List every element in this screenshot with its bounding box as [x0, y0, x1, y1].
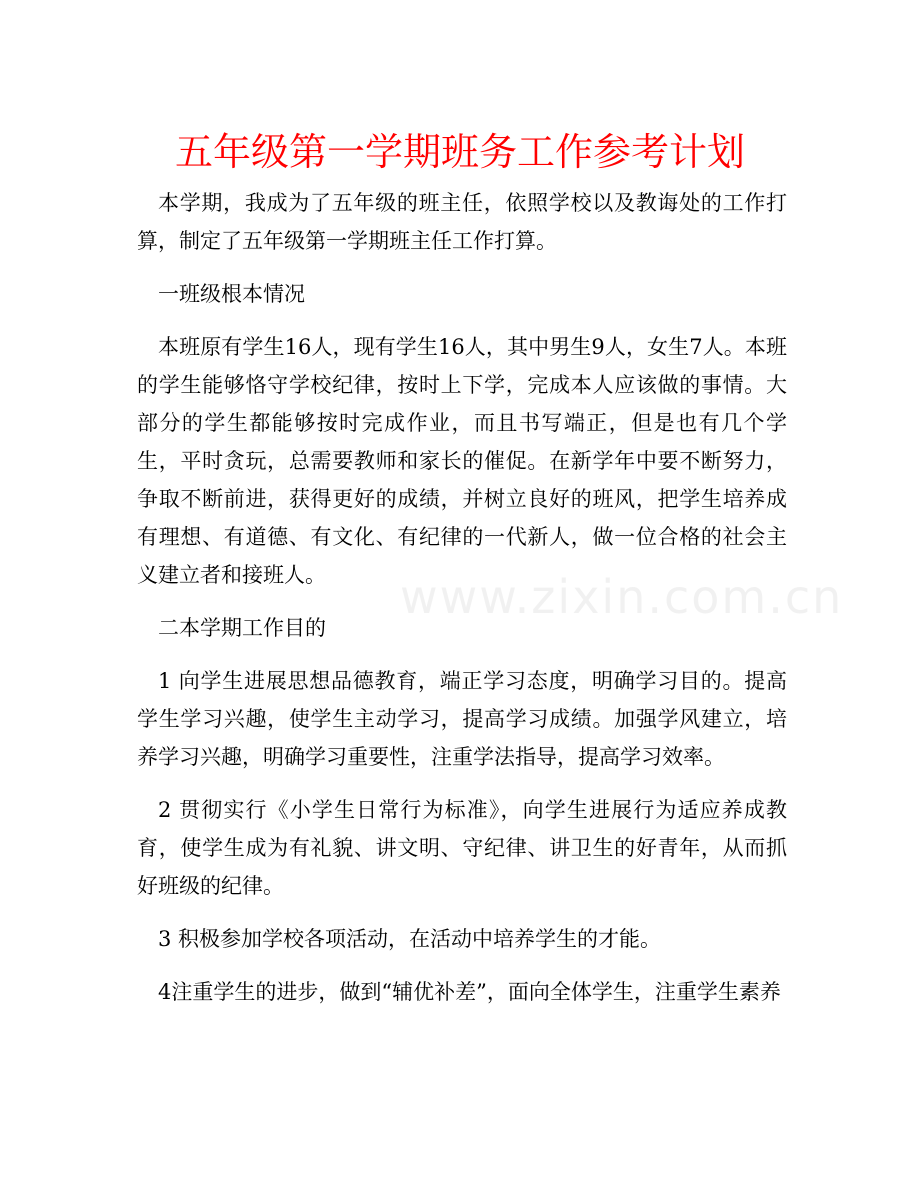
paragraph-goal-4: 4注重学生的进步，做到“辅优补差”，面向全体学生，注重学生素养 — [158, 980, 781, 1004]
paragraph-intro: 本学期，我成为了五年级的班主任，依照学校以及教诲处的工作打算，制定了五年级第一学期班主任工作打算。 — [137, 191, 787, 253]
document-body — [137, 184, 787, 1026]
paragraph-goal-3: 3 积极参加学校各项活动，在活动中培养学生的才能。 — [158, 927, 662, 951]
section-heading-class-situation: 一班级根本情况 — [158, 282, 305, 306]
paragraph-class-situation: 本班原有学生16人，现有学生16人，其中男生9人，女生7人。本班的学生能够恪守学校纪律，按时上下学，完成本人应该做的事情。大部分的学生都能够按时完成作业，而且书写端正，但是也有几个学生，平时贪玩，总需要教师和家长的催促。在新学年中要不断努力，争取不断前进，获得更好的成绩，并树立良好的班风，把学生培养成有理想、有道德、有文化、有纪律的一代新人，做一位合格的社会主义建立者和接班人。 — [137, 335, 787, 587]
section-heading-goals: 二本学期工作目的 — [158, 616, 326, 640]
document-title: 五年级第一学期班务工作参考计划 — [174, 130, 745, 174]
paragraph-goal-2: 2 贯彻实行《小学生日常行为标准》，向学生进展行为适应养成教育，使学生成为有礼貌、讲文明、守纪律、讲卫生的好青年，从而抓好班级的纪律。 — [137, 798, 787, 898]
watermark-text: www.zixin.com.cn — [400, 570, 844, 624]
paragraph-goal-1: 1 向学生进展思想品德教育，端正学习态度，明确学习目的。提高学生学习兴趣，使学生主动学习，提高学习成绩。加强学风建立，培养学习兴趣，明确学习重要性，注重学法指导，提高学习效率。 — [137, 669, 787, 769]
